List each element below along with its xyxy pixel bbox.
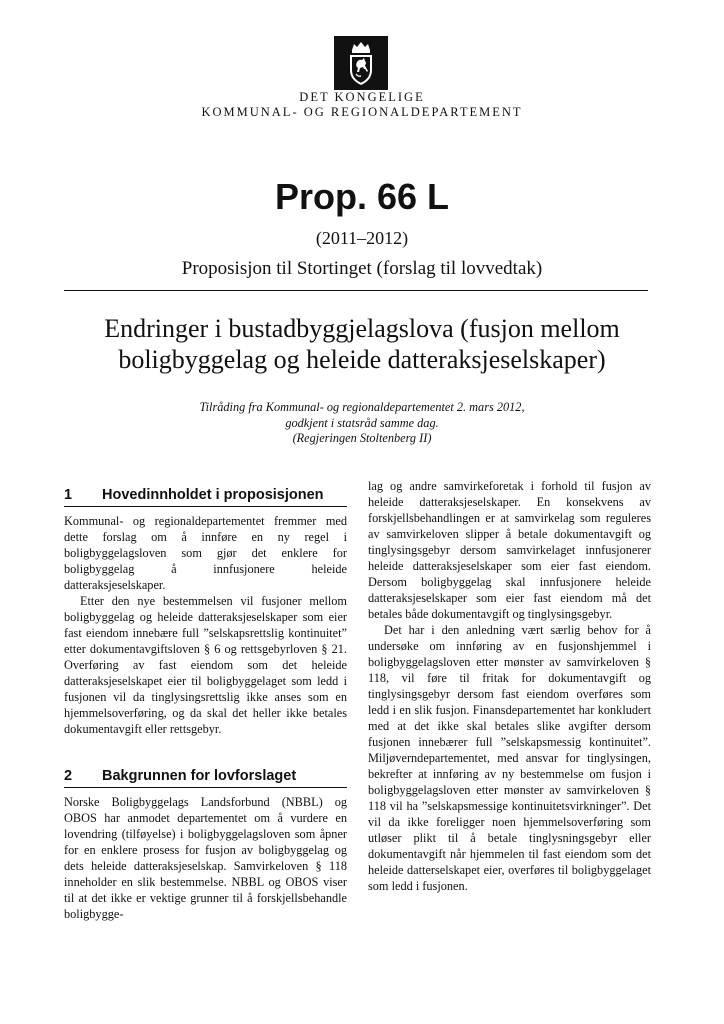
proposition-years: (2011–2012) — [315, 228, 409, 248]
paragraph: Kommunal- og regionaldepartementet fremmer med dette forslag om å innføre en ny regel i boligbyggelagsloven som gjør det enklere for boligbyggelag å innfusjonere heleide datteraksjeselskaper. — [64, 514, 347, 592]
approval-line-3: (Regjeringen Stoltenberg II) — [292, 431, 432, 445]
section-number: 2 — [64, 768, 73, 784]
document-title-line-1: Endringer i bustadbyggjelagslova (fusjon mellom — [104, 314, 620, 343]
approval-note — [0, 400, 724, 447]
left-column — [64, 484, 347, 922]
title-divider — [64, 290, 648, 291]
paragraph: lag og andre samvirkeforetak i forhold til fusjon av heleide datteraksjeselskaper. En konsekvens av forskjellsbehandlingen er at samvirkelag som reguleres av samvirkeloven slipper å betale dokumentavgift og tinglysingsgebyr dersom samvirkelaget innfusjonerer heleide datteraksjeselskaper som eier fast eiendom. Dersom boligbyggelag skal innfusjonere heleide datteraksjeselskaper som eier fast eiendom må det betales både dokumentavgift og tinglysingsgebyr. — [368, 479, 651, 621]
department-line-1: DET KONGELIGE — [299, 90, 425, 104]
paragraph: Det har i den anledning vært særlig behov for å undersøke om innføring av en fusjonshjemmel i boligbyggelagsloven etter mønster av samvirkeloven § 118, vil føre til fritak for dokumentavgift og tinglysingsgebyr dersom fast eiendom overføres som ledd i en slik fusjon. Finansdepartementet har konkludert med at det ikke skal betales slike avgifter dersom fusjonen innebærer full ”selskapsmessig kontinuitet”. Miljøverndepartementet, med ansvar for tinglysingen, bekrefter at innføring av ny bestemmelse om fusjon i boligbyggelagsloven etter mønster av samvirkeloven § 118 vil ha ”selskapsmessige kontinuitetsvirkninger”. Det vil da ikke foreligger noen hjemmelsoverføring som utløser plikt til å betale tinglysningsgebyr eller dokumentavgift når hjemmelen til fast eiendom som det heleide datterselskapet eier, overføres til boligbyggelaget som ledd i fusjonen. — [368, 623, 651, 893]
section-title: Hovedinnholdet i proposisjonen — [102, 487, 324, 503]
document-title-line-2: boligbyggelag og heleide datteraksjeselskaper) — [118, 345, 606, 374]
section-heading — [64, 765, 347, 788]
document-title — [40, 313, 684, 375]
section-title: Bakgrunnen for lovforslaget — [102, 768, 297, 784]
paragraph: Norske Boligbyggelags Landsforbund (NBBL) og OBOS har anmodet departementet om å vurdere en lovendring (tilføyelse) i boligbyggelagsloven som åpner for en enklere prosess for fusjon av boligbyggelag og dets heleide datteraksjeselskap. Samvirkeloven § 118 inneholder en slik bestemmelse. NBBL og OBOS viser til at det ikke er vektige grunner til å forskjellsbehandle boligbygge- — [64, 795, 347, 921]
approval-line-2: godkjent i statsråd samme dag. — [285, 415, 439, 430]
section-number: 1 — [64, 487, 73, 503]
paragraph: Etter den nye bestemmelsen vil fusjoner mellom boligbyggelag og heleide datteraksjeselskaper som eier fast eiendom innebære full ”selskapsrettslig kontinuitet” etter dokumentavgiftsloven § 6 og rettsgebyrloven § 21. Overføring av fast eiendom som det heleide datteraksjeselskapet eier til boligbyggelaget som ledd i fusjonen vil da tinglysingsrettslig ikke anses som en hjemmelsoverføring, og da skal det heller ikke betales dokumentavgift eller rettsgebyr. — [64, 594, 347, 736]
proposition-type: Proposisjon til Stortinget (forslag til lovvedtak) — [181, 258, 543, 279]
right-column — [368, 478, 651, 894]
norwegian-coat-of-arms-icon — [334, 36, 388, 90]
department-line-2: KOMMUNAL- OG REGIONALDEPARTEMENT — [201, 105, 523, 119]
section-heading — [64, 484, 347, 507]
approval-line-1: Tilråding fra Kommunal- og regionaldepartementet 2. mars 2012, — [199, 400, 525, 414]
proposition-title: Prop. 66 L — [274, 176, 450, 217]
